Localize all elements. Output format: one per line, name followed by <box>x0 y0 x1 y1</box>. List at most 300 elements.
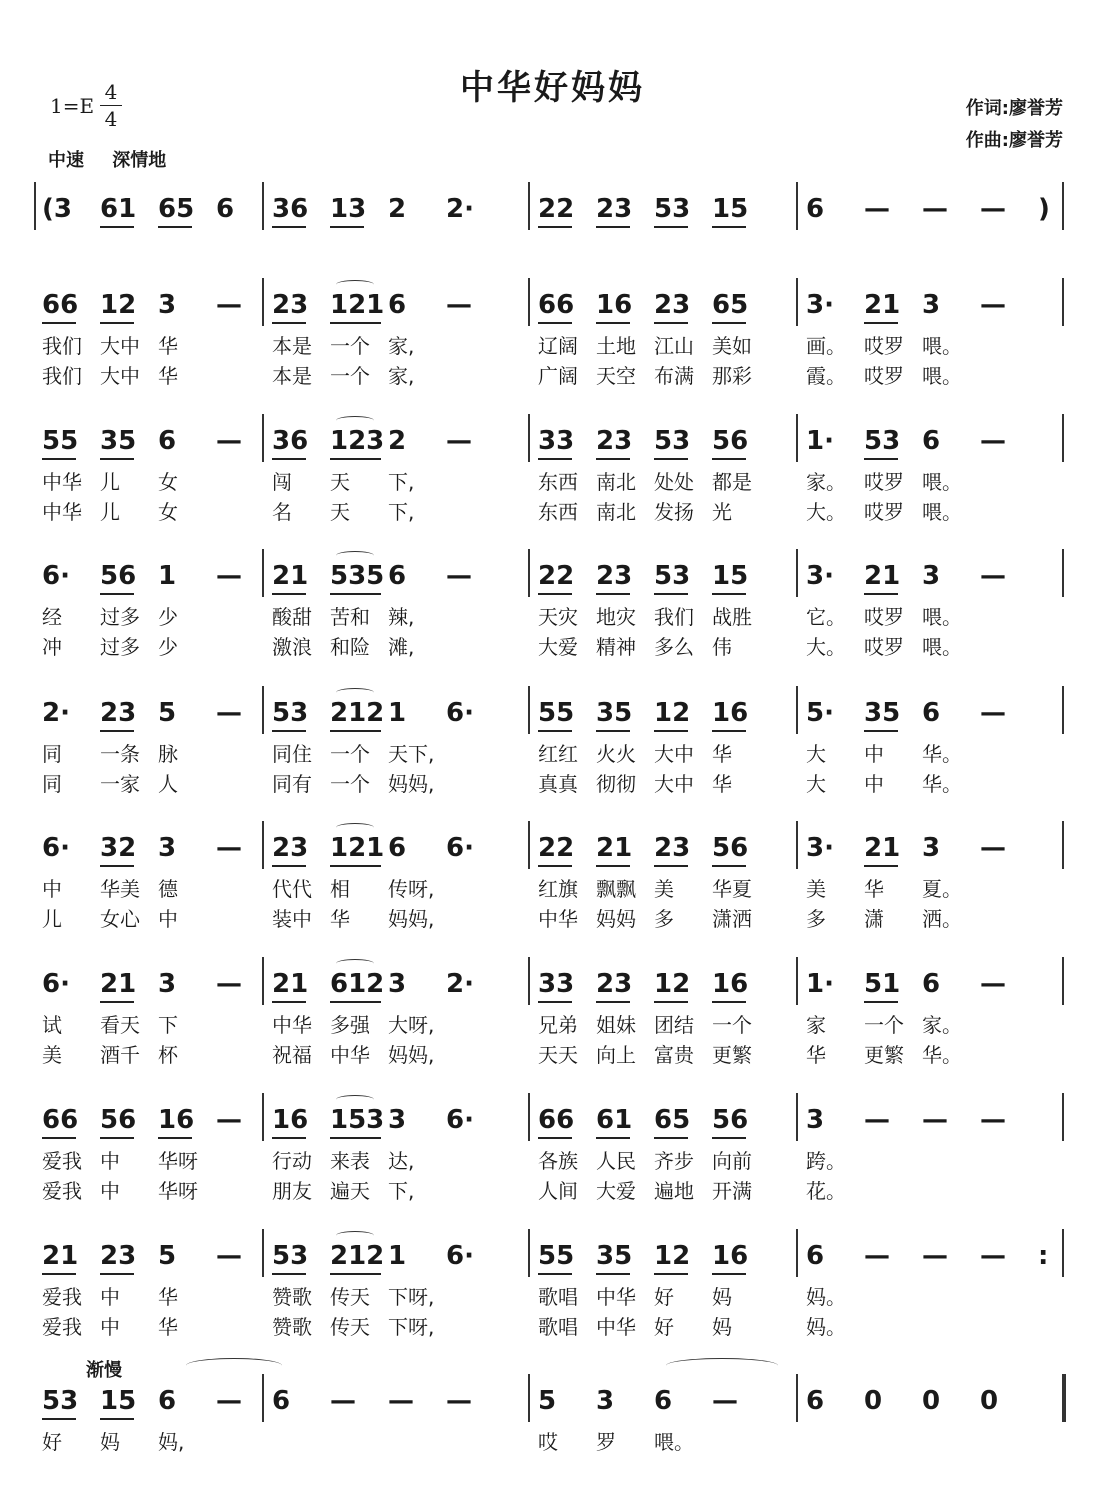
lyric-word: 天天 <box>538 1043 578 1067</box>
lyric-word: 哎 <box>538 1430 558 1454</box>
lyric-word: 彻彻 <box>596 772 636 796</box>
beam-line <box>330 322 381 324</box>
barline <box>262 957 264 1005</box>
lyric-word: 喂。 <box>922 470 962 494</box>
beam-line <box>330 1137 381 1139</box>
slur-mark <box>336 959 374 968</box>
note-group: 5 <box>538 1386 557 1416</box>
note-group: 6· <box>42 833 70 863</box>
barline <box>796 1093 798 1141</box>
lyric-word: 华 <box>158 1285 178 1309</box>
lyric-word: 人民 <box>596 1149 636 1173</box>
lyric-word: 齐步 <box>654 1149 694 1173</box>
lyric-word: 土地 <box>596 334 636 358</box>
lyric-word: 罗 <box>596 1430 616 1454</box>
note-group: — <box>330 1386 356 1416</box>
time-signature-bottom: 4 <box>104 107 118 131</box>
lyric-word: 天灾 <box>538 605 578 629</box>
beam-line <box>654 865 688 867</box>
lyric-word: 我们 <box>654 605 694 629</box>
beam-line <box>712 730 746 732</box>
lyric-word: 向前 <box>712 1149 752 1173</box>
time-signature-top: 4 <box>104 80 118 104</box>
note-group: 1· <box>806 426 834 456</box>
barline <box>796 549 798 597</box>
note-group: — <box>446 1386 472 1416</box>
lyric-word: 广阔 <box>538 364 578 388</box>
note-group: 153 <box>330 1105 385 1135</box>
beam-line <box>42 1137 76 1139</box>
note-group: 0 <box>922 1386 941 1416</box>
note-group: — <box>216 426 242 456</box>
lyric-word: 华。 <box>922 1043 962 1067</box>
note-group: 2· <box>42 698 70 728</box>
lyric-word: 赞歌 <box>272 1315 312 1339</box>
lyric-word: 华呀 <box>158 1179 198 1203</box>
note-group: 32 <box>100 833 137 863</box>
barline <box>1062 1093 1064 1141</box>
note-group: 55 <box>538 1241 575 1271</box>
lyric-word: 达, <box>388 1149 415 1173</box>
note-group: 6· <box>446 698 474 728</box>
note-group: 2· <box>446 969 474 999</box>
note-group: 15 <box>712 561 749 591</box>
lyric-word: 下, <box>388 500 415 524</box>
beam-line <box>272 458 306 460</box>
beam-line <box>864 458 898 460</box>
note-group: — <box>446 561 472 591</box>
beam-line <box>654 1137 688 1139</box>
note-group: 2· <box>446 194 474 224</box>
note-group: 2 <box>388 426 407 456</box>
lyric-word: 德 <box>158 877 178 901</box>
note-group: 16 <box>712 969 749 999</box>
barline <box>262 414 264 462</box>
lyric-word: 天空 <box>596 364 636 388</box>
note-group: 1· <box>806 969 834 999</box>
lyric-word: 天 <box>330 500 350 524</box>
note-group: 21 <box>42 1241 79 1271</box>
lyric-word: 美 <box>42 1043 62 1067</box>
lyric-word: 那彩 <box>712 364 752 388</box>
note-group: 6· <box>42 969 70 999</box>
barline <box>1062 182 1064 230</box>
note-group: 3 <box>596 1386 615 1416</box>
lyric-word: 传呀, <box>388 877 435 901</box>
lyric-word: 滩, <box>388 635 415 659</box>
beam-line <box>330 1273 381 1275</box>
score-system <box>0 1388 1105 1508</box>
note-group: 6· <box>446 833 474 863</box>
lyric-word: 传天 <box>330 1285 370 1309</box>
barline <box>528 549 530 597</box>
barline <box>528 821 530 869</box>
beam-line <box>272 1273 306 1275</box>
lyric-word: 下呀, <box>388 1315 435 1339</box>
time-signature <box>100 80 122 131</box>
lyric-word: 中 <box>42 877 62 901</box>
slur-mark <box>336 280 374 289</box>
lyric-word: 妈 <box>712 1315 732 1339</box>
lyric-word: 中 <box>100 1149 120 1173</box>
barline <box>1062 278 1064 326</box>
score-system <box>0 1107 1105 1227</box>
lyric-word: 它。 <box>806 605 846 629</box>
lyric-word: 试 <box>42 1013 62 1037</box>
lyric-word: 妈。 <box>806 1285 846 1309</box>
note-group: 55 <box>42 426 79 456</box>
beam-line <box>654 1001 688 1003</box>
lyric-word: 中华 <box>538 907 578 931</box>
beam-line <box>100 593 134 595</box>
lyric-word: 红旗 <box>538 877 578 901</box>
note-group: 612 <box>330 969 385 999</box>
barline <box>262 1093 264 1141</box>
beam-line <box>42 1273 76 1275</box>
lyric-word: 爱我 <box>42 1315 82 1339</box>
beam-line <box>42 458 76 460</box>
note-group: 12 <box>654 1241 691 1271</box>
note-group: — <box>712 1386 738 1416</box>
lyric-word: 下 <box>158 1013 178 1037</box>
beam-line <box>538 458 572 460</box>
note-group: 53 <box>654 194 691 224</box>
beam-line <box>864 593 898 595</box>
lyric-word: 喂。 <box>922 364 962 388</box>
lyric-word: 华呀 <box>158 1149 198 1173</box>
note-group: 16 <box>272 1105 309 1135</box>
lyric-word: 下, <box>388 1179 415 1203</box>
beam-line <box>538 1001 572 1003</box>
lyric-word: 中 <box>158 907 178 931</box>
lyric-word: 辣, <box>388 605 415 629</box>
note-group: 35 <box>100 426 137 456</box>
beam-line <box>596 865 630 867</box>
lyric-word: 祝福 <box>272 1043 312 1067</box>
lyric-word: 天 <box>330 470 350 494</box>
note-group: : <box>1038 1241 1049 1271</box>
note-group: 56 <box>712 833 749 863</box>
note-group: 6· <box>42 561 70 591</box>
barline <box>1062 1229 1064 1277</box>
note-group: 6 <box>158 1386 177 1416</box>
barline <box>262 1374 264 1422</box>
lyric-word: 飘飘 <box>596 877 636 901</box>
lyric-word: 布满 <box>654 364 694 388</box>
note-group: 21 <box>596 833 633 863</box>
note-group: 66 <box>538 1105 575 1135</box>
note-group: 21 <box>864 290 901 320</box>
lyric-word: 华 <box>864 877 884 901</box>
barline <box>528 1374 530 1422</box>
note-group: 6 <box>216 194 235 224</box>
note-group: — <box>980 426 1006 456</box>
note-group: 21 <box>864 561 901 591</box>
lyric-word: 遍天 <box>330 1179 370 1203</box>
lyric-word: 传天 <box>330 1315 370 1339</box>
lyric-word: 火火 <box>596 742 636 766</box>
lyric-word: 一条 <box>100 742 140 766</box>
lyric-word: 妈。 <box>806 1315 846 1339</box>
barline <box>796 957 798 1005</box>
lyric-word: 爱我 <box>42 1285 82 1309</box>
lyric-word: 遍地 <box>654 1179 694 1203</box>
lyric-word: 美如 <box>712 334 752 358</box>
lyric-word: 多强 <box>330 1013 370 1037</box>
lyric-word: 家 <box>806 1013 826 1037</box>
barline <box>528 278 530 326</box>
beam-line <box>272 1137 306 1139</box>
note-group: — <box>216 561 242 591</box>
note-group: 5· <box>806 698 834 728</box>
lyric-word: 精神 <box>596 635 636 659</box>
lyric-word: 东西 <box>538 500 578 524</box>
note-group: 33 <box>538 969 575 999</box>
lyric-word: 一个 <box>864 1013 904 1037</box>
note-group: 15 <box>712 194 749 224</box>
lyric-word: 夏。 <box>922 877 962 901</box>
note-group: 6 <box>158 426 177 456</box>
key-signature: 1=E <box>50 94 95 118</box>
lyric-word: 喂。 <box>922 334 962 358</box>
lyric-word: 团结 <box>654 1013 694 1037</box>
lyric-word: 华 <box>712 742 732 766</box>
note-group: — <box>980 969 1006 999</box>
lyric-word: 一个 <box>330 364 370 388</box>
lyric-word: 一家 <box>100 772 140 796</box>
lyric-word: 华夏 <box>712 877 752 901</box>
note-group: 6 <box>806 194 825 224</box>
lyric-word: 中 <box>864 772 884 796</box>
lyric-word: 中华 <box>596 1285 636 1309</box>
lyric-word: 同 <box>42 772 62 796</box>
note-group: — <box>216 290 242 320</box>
note-group: 121 <box>330 833 385 863</box>
lyric-word: 本是 <box>272 364 312 388</box>
note-group: 3 <box>388 969 407 999</box>
note-group: — <box>216 698 242 728</box>
lyric-word: 激浪 <box>272 635 312 659</box>
note-group: 56 <box>712 426 749 456</box>
barline <box>262 686 264 734</box>
beam-line <box>864 865 898 867</box>
note-group: 16 <box>596 290 633 320</box>
note-group: 61 <box>100 194 137 224</box>
beam-line <box>330 865 381 867</box>
note-group: 22 <box>538 833 575 863</box>
barline <box>528 957 530 1005</box>
barline <box>528 686 530 734</box>
lyric-word: 酒千 <box>100 1043 140 1067</box>
note-group: 66 <box>42 1105 79 1135</box>
slur-mark <box>186 1358 282 1373</box>
score-system <box>0 292 1105 412</box>
lyric-word: 地灾 <box>596 605 636 629</box>
note-group: 15 <box>100 1386 137 1416</box>
lyric-word: 大 <box>806 742 826 766</box>
note-group: 56 <box>100 1105 137 1135</box>
slur-mark <box>336 416 374 425</box>
note-group: 22 <box>538 194 575 224</box>
lyric-word: 少 <box>158 605 178 629</box>
lyric-word: 相 <box>330 877 350 901</box>
score-system <box>0 563 1105 683</box>
note-group: 6 <box>654 1386 673 1416</box>
lyric-word: 真真 <box>538 772 578 796</box>
beam-line <box>596 1001 630 1003</box>
lyric-word: 多么 <box>654 635 694 659</box>
note-group: 6 <box>806 1386 825 1416</box>
beam-line <box>712 1001 746 1003</box>
note-group: 56 <box>712 1105 749 1135</box>
lyric-word: 哎罗 <box>864 470 904 494</box>
beam-line <box>272 730 306 732</box>
note-group: — <box>922 1105 948 1135</box>
lyric-word: 同 <box>42 742 62 766</box>
note-group: 212 <box>330 698 385 728</box>
beam-line <box>596 458 630 460</box>
note-group: — <box>864 1241 890 1271</box>
barline <box>1062 1374 1066 1422</box>
tempo-marking <box>48 146 188 172</box>
slur-mark <box>336 1095 374 1104</box>
note-group: — <box>980 194 1006 224</box>
lyric-word: 爱我 <box>42 1149 82 1173</box>
barline <box>262 821 264 869</box>
note-group: 1 <box>158 561 177 591</box>
lyric-word: 大 <box>806 772 826 796</box>
lyric-word: 杯 <box>158 1043 178 1067</box>
note-group: 1 <box>388 698 407 728</box>
note-group: 3 <box>158 833 177 863</box>
note-group: — <box>922 1241 948 1271</box>
slur-mark <box>666 1358 778 1373</box>
note-group: — <box>216 1386 242 1416</box>
beam-line <box>42 1418 76 1420</box>
note-group: 13 <box>330 194 367 224</box>
beam-line <box>596 322 630 324</box>
lyric-word: 潇洒 <box>712 907 752 931</box>
note-group: 6 <box>272 1386 291 1416</box>
note-group: 1 <box>388 1241 407 1271</box>
lyric-word: 中华 <box>42 470 82 494</box>
lyric-word: 好 <box>654 1315 674 1339</box>
lyric-word: 中华 <box>596 1315 636 1339</box>
note-group: — <box>980 561 1006 591</box>
lyric-word: 家, <box>388 334 415 358</box>
note-group: — <box>980 290 1006 320</box>
lyric-word: 霞。 <box>806 364 846 388</box>
lyric-word: 富贵 <box>654 1043 694 1067</box>
lyric-word: 天下, <box>388 742 435 766</box>
note-group: 65 <box>712 290 749 320</box>
note-group: — <box>216 833 242 863</box>
note-group: — <box>216 1105 242 1135</box>
barline <box>262 549 264 597</box>
note-group: 22 <box>538 561 575 591</box>
lyric-word: 华 <box>158 364 178 388</box>
lyric-word: 好 <box>42 1430 62 1454</box>
note-group: 56 <box>100 561 137 591</box>
lyric-word: 同住 <box>272 742 312 766</box>
note-group: — <box>864 1105 890 1135</box>
barline <box>528 182 530 230</box>
lyric-word: 妈妈, <box>388 772 435 796</box>
beam-line <box>596 1273 630 1275</box>
beam-line <box>654 458 688 460</box>
lyric-word: 处处 <box>654 470 694 494</box>
beam-line <box>272 226 306 228</box>
lyric-word: 辽阔 <box>538 334 578 358</box>
note-group: 53 <box>42 1386 79 1416</box>
beam-line <box>538 1137 572 1139</box>
note-group: 3 <box>806 1105 825 1135</box>
beam-line <box>712 1137 746 1139</box>
note-group: (3 <box>42 194 72 224</box>
barline <box>1062 414 1064 462</box>
lyric-word: 华 <box>806 1043 826 1067</box>
lyric-word: 跨。 <box>806 1149 846 1173</box>
lyric-word: 大中 <box>654 772 694 796</box>
barline <box>262 278 264 326</box>
lyric-word: 爱我 <box>42 1179 82 1203</box>
lyric-word: 潇 <box>864 907 884 931</box>
lyric-word: 哎罗 <box>864 500 904 524</box>
lyric-word: 中华 <box>272 1013 312 1037</box>
expression-text: 深情地 <box>112 150 167 171</box>
barline <box>262 182 264 230</box>
note-group: 55 <box>538 698 575 728</box>
lyric-word: 都是 <box>712 470 752 494</box>
note-group: 35 <box>864 698 901 728</box>
tempo-text: 中速 <box>48 150 84 171</box>
note-group: 5 <box>158 698 177 728</box>
note-group: 51 <box>864 969 901 999</box>
note-group: 12 <box>654 969 691 999</box>
note-group: 12 <box>654 698 691 728</box>
lyric-word: 我们 <box>42 334 82 358</box>
barline <box>796 182 798 230</box>
lyric-word: 发扬 <box>654 500 694 524</box>
note-group: 3 <box>922 833 941 863</box>
note-group: 3 <box>922 561 941 591</box>
note-group: 3 <box>158 969 177 999</box>
lyric-word: 南北 <box>596 470 636 494</box>
note-group: 35 <box>596 698 633 728</box>
note-group: 3· <box>806 833 834 863</box>
lyric-word: 儿 <box>100 500 120 524</box>
composer-credit: 作曲:廖誉芳 <box>965 130 1063 151</box>
ritardando-mark: 渐慢 <box>86 1360 122 1381</box>
barline <box>528 414 530 462</box>
beam-line <box>158 1137 192 1139</box>
note-group: 0 <box>980 1386 999 1416</box>
lyric-word: 大中 <box>654 742 694 766</box>
barline <box>796 686 798 734</box>
note-group: 35 <box>596 1241 633 1271</box>
lyric-word: 花。 <box>806 1179 846 1203</box>
lyric-word: 装中 <box>272 907 312 931</box>
lyric-word: 歌唱 <box>538 1285 578 1309</box>
lyric-word: 下呀, <box>388 1285 435 1309</box>
lyric-word: 妈 <box>100 1430 120 1454</box>
note-group: 23 <box>596 969 633 999</box>
beam-line <box>100 458 134 460</box>
lyric-word: 和险 <box>330 635 370 659</box>
note-group: — <box>446 426 472 456</box>
beam-line <box>538 865 572 867</box>
lyric-word: 冲 <box>42 635 62 659</box>
